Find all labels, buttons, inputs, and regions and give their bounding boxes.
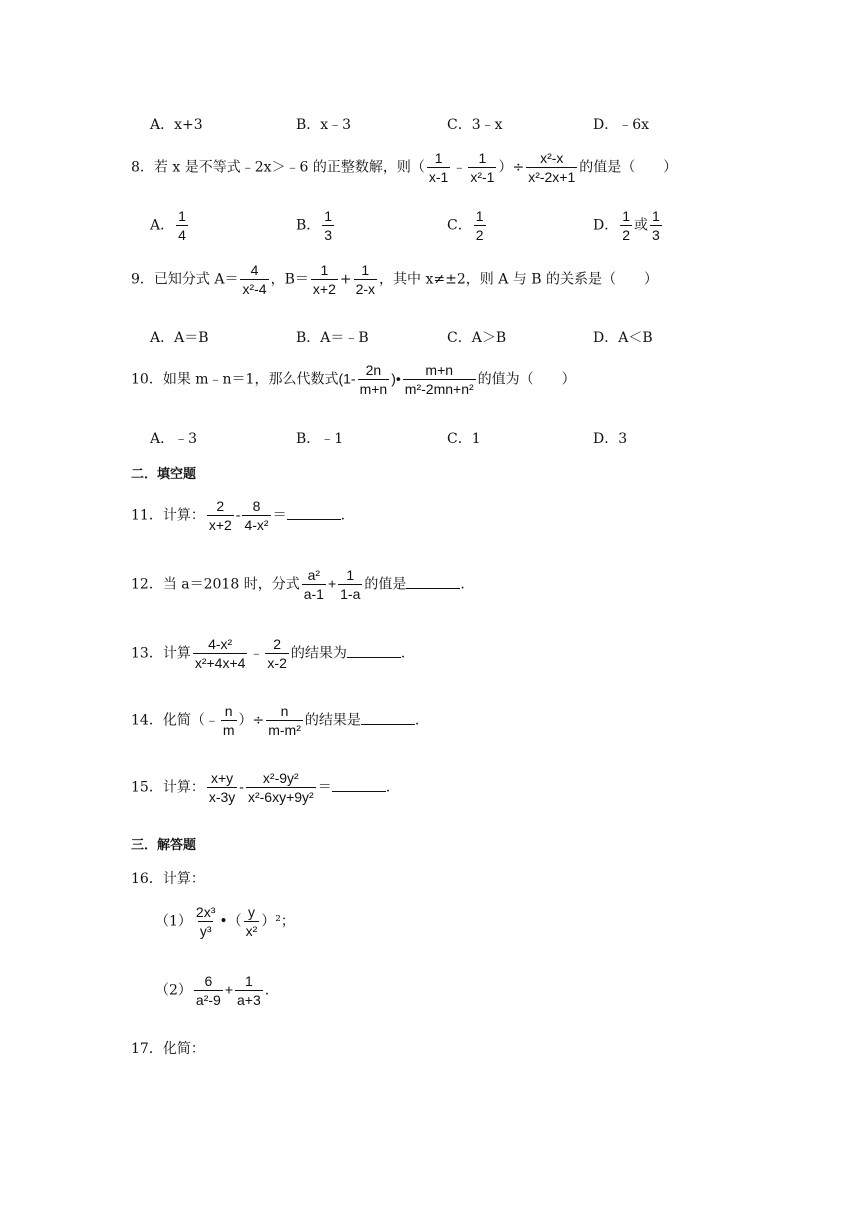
q8-option-a: A． $\frac{1}{4}$ [150, 208, 186, 243]
answer-blank [347, 656, 401, 658]
q11-fraction-1: $\frac{2}{x+2}$ [208, 498, 232, 533]
q9-fraction-b2: $\frac{1}{2-x}$ [355, 262, 376, 297]
question-16-part-1: （1） $\frac{\text{2x³}}{\text{y³}}$ •（ $\frac{y}{\text{x²}}$ ）²； [155, 904, 295, 939]
question-17-title: 17．化简： [131, 1041, 205, 1057]
question-15: 15．计算： $\frac{x+y}{x-3y}$ - $\frac{\text{x²-9y²}}{\text{x²-6xy+9y²}}$ ＝ . [131, 770, 391, 805]
q9-fraction-b1: $\frac{1}{x+2}$ [312, 262, 336, 297]
q10-option-b: B．﹣1 [296, 431, 344, 447]
answer-blank [287, 518, 341, 520]
question-10: 10．如果 m﹣n＝1，那么代数式(1- $\frac{2n}{m+n}$ )• $\frac{m+n}{\text{m²-2mn+n²}}$ 的值为（ ） [131, 362, 576, 397]
q10-fraction-2: $\frac{m+n}{\text{m²-2mn+n²}}$ [404, 362, 474, 397]
question-16-part-2: （2） $\frac{6}{\text{a²-9}}$ + $\frac{1}{a+3}$ . [155, 973, 270, 1008]
q9-option-a: A．A＝B [150, 330, 209, 346]
q14-fraction-1: $\frac{n}{m}$ [222, 703, 235, 738]
section-2-heading: 二．填空题 [131, 467, 197, 482]
q7-option-b: B．x﹣3 [296, 117, 352, 133]
q8-fraction-3: $\frac{\text{x²-x}}{\text{x²-2x+1}}$ [528, 150, 576, 185]
q12-fraction-1: $\frac{\text{a²}}{a-1}$ [303, 567, 324, 602]
answer-blank [332, 790, 386, 792]
q16-p2-fraction-2: $\frac{1}{a+3}$ [237, 973, 261, 1008]
q16-p1-fraction-2: $\frac{y}{\text{x²}}$ [245, 904, 258, 939]
q16-p1-fraction-1: $\frac{\text{2x³}}{\text{y³}}$ [195, 904, 216, 939]
q9-option-b: B．A＝﹣B [296, 330, 369, 346]
question-12: 12．当 a＝2018 时，分式 $\frac{\text{a²}}{a-1}$ + $\frac{1}{1-a}$ 的值是 . [131, 567, 465, 602]
q11-fraction-2: $\frac{8}{\text{4-x²}}$ [244, 498, 269, 533]
q9-option-c: C．A＞B [447, 330, 507, 346]
q8-option-d: D． $\frac{1}{2}$ 或 $\frac{1}{3}$ [593, 208, 660, 243]
q8-fraction-1: $\frac{1}{x-1}$ [428, 150, 449, 185]
question-9: 9．已知分式 A＝ $\frac{4}{\text{x²-4}}$ ，B＝ $\frac{1}{x+2}$ + $\frac{1}{2-x}$ ，其中 x≠±2，则 A 与 B 的关系是（ ） [131, 262, 658, 297]
q14-fraction-2: $\frac{n}{\text{m-m²}}$ [268, 703, 301, 738]
q12-fraction-2: $\frac{1}{1-a}$ [340, 567, 361, 602]
q7-option-d: D．﹣6x [593, 117, 650, 133]
answer-blank [406, 587, 460, 589]
q8-option-c: C． $\frac{1}{2}$ [447, 208, 484, 243]
q8-option-b: B． $\frac{1}{3}$ [296, 208, 333, 243]
question-14: 14．化简（﹣ $\frac{n}{m}$ ）÷ $\frac{n}{\text{m-m²}}$ 的结果是 . [131, 703, 420, 738]
q16-p2-fraction-1: $\frac{6}{\text{a²-9}}$ [195, 973, 221, 1008]
q10-fraction-1: $\frac{2n}{m+n}$ [359, 362, 388, 397]
q7-option-c: C．3﹣x [447, 117, 503, 133]
q13-fraction-2: $\frac{2}{x-2}$ [267, 636, 287, 671]
section-3-heading: 三．解答题 [131, 838, 197, 853]
q9-fraction-a: $\frac{4}{\text{x²-4}}$ [242, 262, 267, 297]
question-11: 11．计算： $\frac{2}{x+2}$ - $\frac{8}{\text{4-x²}}$ ＝ . [131, 498, 346, 533]
q8-prefix: 8．若 x 是不等式﹣2x＞﹣6 的正整数解，则（ [131, 159, 425, 176]
q7-option-a: A．x+3 [150, 117, 203, 133]
answer-blank [361, 723, 415, 725]
q9-option-d: D．A＜B [593, 330, 653, 346]
q10-option-a: A．﹣3 [150, 431, 198, 447]
q10-option-c: C．1 [447, 431, 481, 447]
q15-fraction-1: $\frac{x+y}{x-3y}$ [208, 770, 236, 805]
question-8: 8．若 x 是不等式﹣2x＞﹣6 的正整数解，则（ $\frac{1}{x-1}$ ﹣ $\frac{1}{\text{x²-1}}$ ）÷ $\frac{\text{x²-x}}{\text{x²-2x+1}}$ 的值是（ ） [131, 150, 678, 185]
q8-fraction-2: $\frac{1}{\text{x²-1}}$ [470, 150, 495, 185]
question-13: 13．计算 $\frac{\text{4-x²}}{\text{x²+4x+4}}$ ﹣ $\frac{2}{x-2}$ 的结果为 . [131, 636, 406, 671]
question-16-title: 16．计算： [131, 871, 205, 887]
q10-option-d: D．3 [593, 431, 628, 447]
q15-fraction-2: $\frac{\text{x²-9y²}}{\text{x²-6xy+9y²}}$ [247, 770, 314, 805]
q13-fraction-1: $\frac{\text{4-x²}}{\text{x²+4x+4}}$ [194, 636, 246, 671]
